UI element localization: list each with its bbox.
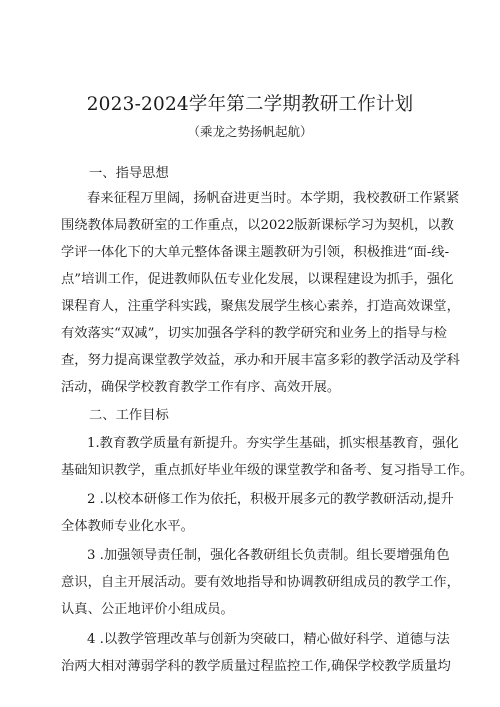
goal-item-line: 认真、公正地评价小组成员。 [61,602,234,617]
paragraph-line: 课程育人，注重学科实践，聚焦发展学生核心素养，打造高效课堂， [61,299,460,314]
paragraph-line: 围绕教体局教研室的工作重点，以2022版新课标学习为契机，以教 [61,218,454,233]
goal-item-line: 2 .以校本研修工作为依托，积极开展多元的教学教研活动,提升 [87,492,454,507]
goal-item-line: 基础知识教学，重点抓好毕业年级的课堂教学和备考、复习指导工作。 [61,463,474,478]
goal-item-line: 4 .以教学管理改革与创新为突破口，精心做好科学、道德与法 [87,632,450,647]
section-heading-guiding-ideology: 一、指导思想 [89,166,169,181]
paragraph-line: 春来征程万里阔，扬帆奋进更当时。本学期，我校教研工作紧紧 [87,191,460,206]
section-heading-work-goals: 二、工作目标 [89,408,169,423]
document-subtitle: （乘龙之势扬帆起航） [187,124,313,139]
document-title: 2023-2024学年第二学期教研工作计划 [86,94,414,115]
paragraph-line: 点”培训工作，促进教师队伍专业化发展，以课程建设为抓手，强化 [61,272,454,287]
document-body [61,0,474,707]
paragraph-line: 查，努力提高课堂教学效益，承办和开展丰富多彩的教学活动及学科 [61,353,460,368]
goal-item-line: 3 .加强领导责任制，强化各教研组长负责制。组长要增强角色 [87,548,450,563]
goal-item-line: 意识，自主开展活动。要有效地指导和协调教研组成员的教学工作， [61,575,460,590]
goal-item-line: 治两大相对薄弱学科的教学质量过程监控工作,确保学校教学质量均 [61,659,451,674]
goal-item-line: 1.教育教学质量有新提升。夯实学生基础，抓实根基教育，强化 [87,436,459,451]
paragraph-line: 有效落实“双减”，切实加强各学科的教学研究和业务上的指导与检 [61,326,447,341]
paragraph-line: 活动，确保学校教育教学工作有序、高效开展。 [61,380,341,395]
goal-item-line: 全体教师专业化水平。 [61,519,194,534]
paragraph-line: 学评一体化下的大单元整体备课主题教研为引领，积极推进“面-线- [61,245,450,260]
